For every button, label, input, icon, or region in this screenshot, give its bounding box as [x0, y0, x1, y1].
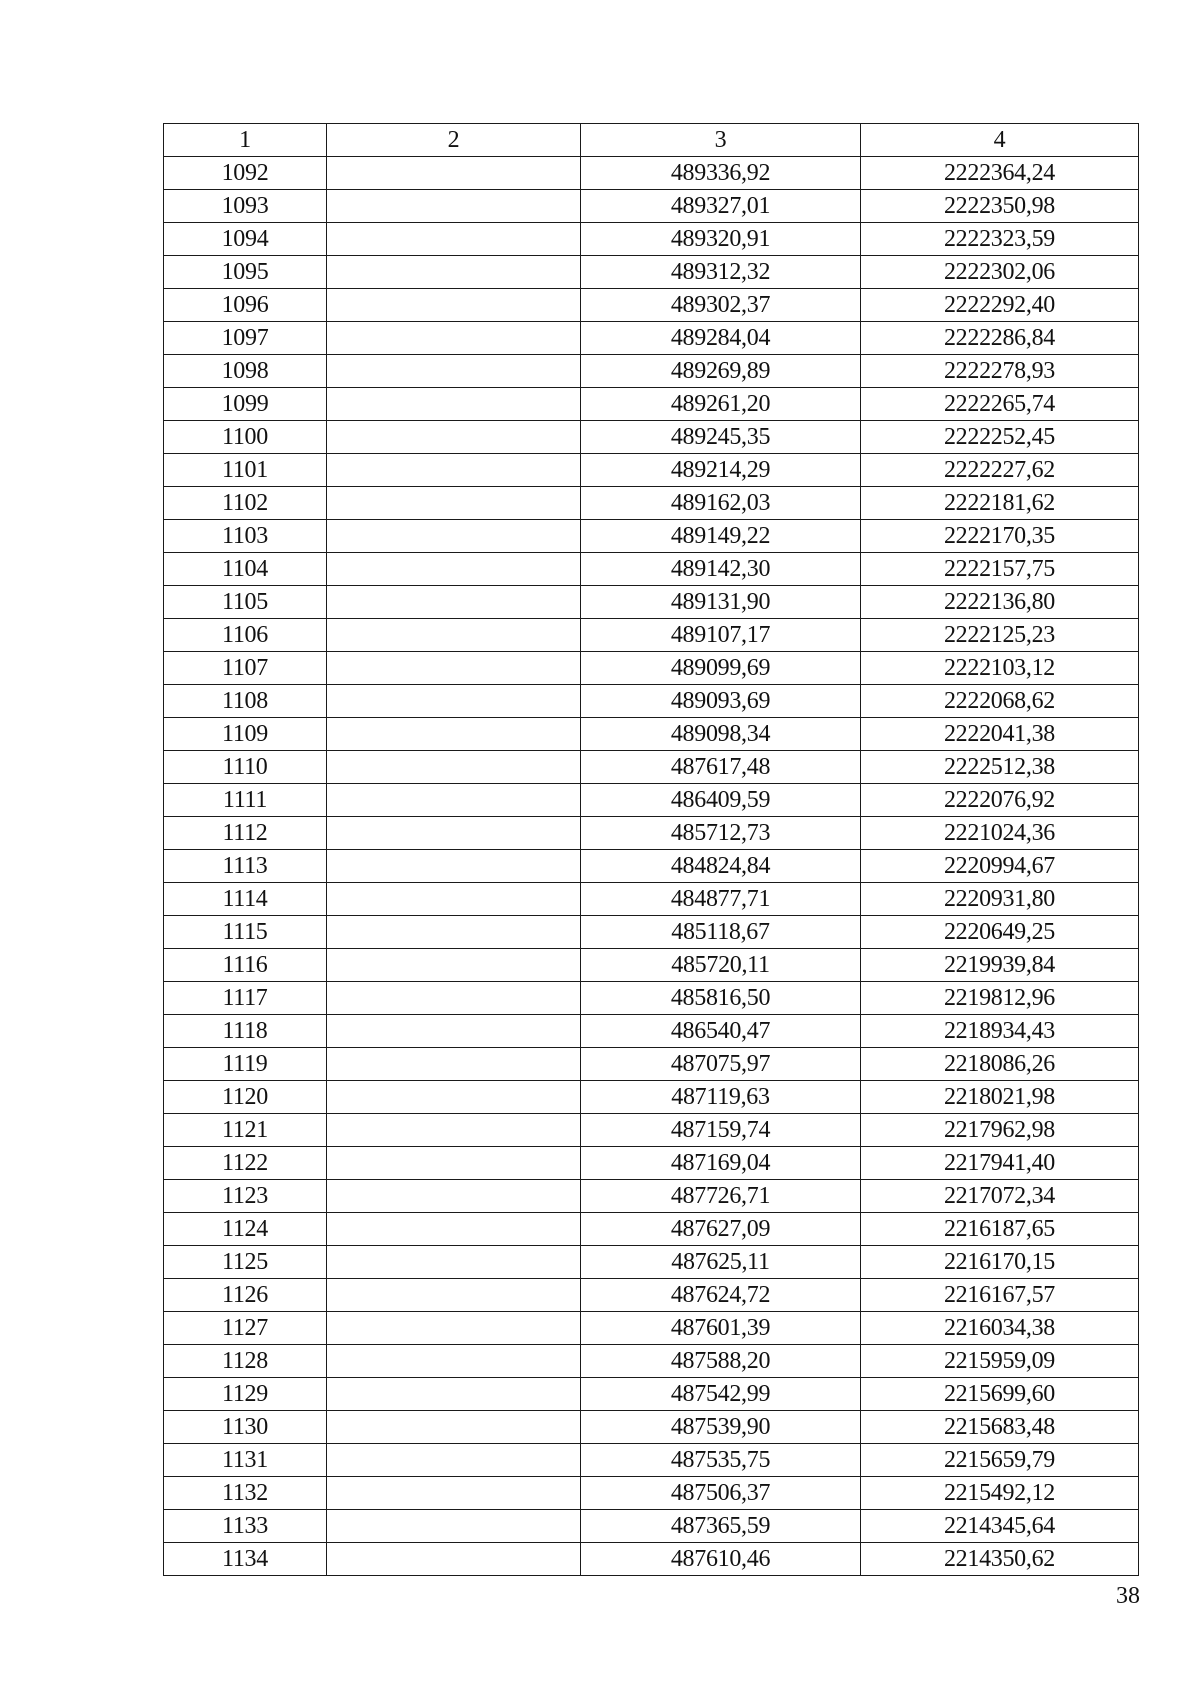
table-row	[164, 487, 1139, 520]
point-number-cell: 1106	[164, 619, 327, 652]
table-row	[164, 784, 1139, 817]
column-header-3: 3	[581, 124, 861, 157]
empty-cell	[327, 817, 581, 850]
point-number-cell: 1098	[164, 355, 327, 388]
table-row	[164, 949, 1139, 982]
x-coordinate-cell: 489327,01	[581, 190, 861, 223]
table-row	[164, 1180, 1139, 1213]
point-number-cell: 1128	[164, 1345, 327, 1378]
x-coordinate-cell: 489284,04	[581, 322, 861, 355]
y-coordinate-cell: 2215492,12	[861, 1477, 1139, 1510]
x-coordinate-cell: 487539,90	[581, 1411, 861, 1444]
x-coordinate-cell: 489093,69	[581, 685, 861, 718]
point-number-cell: 1112	[164, 817, 327, 850]
x-coordinate-cell: 489245,35	[581, 421, 861, 454]
point-number-cell: 1103	[164, 520, 327, 553]
point-number-cell: 1125	[164, 1246, 327, 1279]
point-number-cell: 1118	[164, 1015, 327, 1048]
empty-cell	[327, 586, 581, 619]
x-coordinate-cell: 489098,34	[581, 718, 861, 751]
empty-cell	[327, 454, 581, 487]
table-row	[164, 1345, 1139, 1378]
y-coordinate-cell: 2220931,80	[861, 883, 1139, 916]
x-coordinate-cell: 487726,71	[581, 1180, 861, 1213]
point-number-cell: 1107	[164, 652, 327, 685]
y-coordinate-cell: 2222323,59	[861, 223, 1139, 256]
y-coordinate-cell: 2219939,84	[861, 949, 1139, 982]
column-header-4: 4	[861, 124, 1139, 157]
point-number-cell: 1109	[164, 718, 327, 751]
x-coordinate-cell: 486409,59	[581, 784, 861, 817]
x-coordinate-cell: 489261,20	[581, 388, 861, 421]
x-coordinate-cell: 489320,91	[581, 223, 861, 256]
y-coordinate-cell: 2216170,15	[861, 1246, 1139, 1279]
empty-cell	[327, 1048, 581, 1081]
table-row	[164, 322, 1139, 355]
x-coordinate-cell: 487625,11	[581, 1246, 861, 1279]
empty-cell	[327, 157, 581, 190]
empty-cell	[327, 751, 581, 784]
empty-cell	[327, 190, 581, 223]
empty-cell	[327, 1147, 581, 1180]
table-row	[164, 256, 1139, 289]
y-coordinate-cell: 2222350,98	[861, 190, 1139, 223]
y-coordinate-cell: 2220649,25	[861, 916, 1139, 949]
y-coordinate-cell: 2215959,09	[861, 1345, 1139, 1378]
point-number-cell: 1097	[164, 322, 327, 355]
x-coordinate-cell: 489142,30	[581, 553, 861, 586]
empty-cell	[327, 1477, 581, 1510]
point-number-cell: 1123	[164, 1180, 327, 1213]
table-row	[164, 751, 1139, 784]
empty-cell	[327, 388, 581, 421]
y-coordinate-cell: 2222157,75	[861, 553, 1139, 586]
table-row	[164, 1510, 1139, 1543]
table-row	[164, 916, 1139, 949]
y-coordinate-cell: 2215699,60	[861, 1378, 1139, 1411]
x-coordinate-cell: 487535,75	[581, 1444, 861, 1477]
empty-cell	[327, 322, 581, 355]
y-coordinate-cell: 2217072,34	[861, 1180, 1139, 1213]
coordinates-table	[163, 123, 1139, 1576]
y-coordinate-cell: 2222041,38	[861, 718, 1139, 751]
table-row	[164, 1543, 1139, 1576]
table-row	[164, 1213, 1139, 1246]
y-coordinate-cell: 2222136,80	[861, 586, 1139, 619]
point-number-cell: 1121	[164, 1114, 327, 1147]
point-number-cell: 1115	[164, 916, 327, 949]
x-coordinate-cell: 487506,37	[581, 1477, 861, 1510]
point-number-cell: 1124	[164, 1213, 327, 1246]
y-coordinate-cell: 2215659,79	[861, 1444, 1139, 1477]
y-coordinate-cell: 2222286,84	[861, 322, 1139, 355]
point-number-cell: 1093	[164, 190, 327, 223]
point-number-cell: 1094	[164, 223, 327, 256]
x-coordinate-cell: 489312,32	[581, 256, 861, 289]
point-number-cell: 1092	[164, 157, 327, 190]
y-coordinate-cell: 2222252,45	[861, 421, 1139, 454]
empty-cell	[327, 982, 581, 1015]
point-number-cell: 1111	[164, 784, 327, 817]
empty-cell	[327, 1081, 581, 1114]
empty-cell	[327, 1279, 581, 1312]
point-number-cell: 1096	[164, 289, 327, 322]
point-number-cell: 1133	[164, 1510, 327, 1543]
table-row	[164, 817, 1139, 850]
point-number-cell: 1110	[164, 751, 327, 784]
y-coordinate-cell: 2222103,12	[861, 652, 1139, 685]
table-row	[164, 421, 1139, 454]
x-coordinate-cell: 487075,97	[581, 1048, 861, 1081]
empty-cell	[327, 223, 581, 256]
empty-cell	[327, 718, 581, 751]
y-coordinate-cell: 2219812,96	[861, 982, 1139, 1015]
empty-cell	[327, 883, 581, 916]
table-row	[164, 1444, 1139, 1477]
empty-cell	[327, 421, 581, 454]
table-row	[164, 1378, 1139, 1411]
point-number-cell: 1127	[164, 1312, 327, 1345]
x-coordinate-cell: 487159,74	[581, 1114, 861, 1147]
y-coordinate-cell: 2222227,62	[861, 454, 1139, 487]
table-row	[164, 1147, 1139, 1180]
table-row	[164, 1279, 1139, 1312]
empty-cell	[327, 850, 581, 883]
y-coordinate-cell: 2222364,24	[861, 157, 1139, 190]
empty-cell	[327, 784, 581, 817]
table-row	[164, 652, 1139, 685]
x-coordinate-cell: 487542,99	[581, 1378, 861, 1411]
column-header-1: 1	[164, 124, 327, 157]
y-coordinate-cell: 2222076,92	[861, 784, 1139, 817]
y-coordinate-cell: 2217962,98	[861, 1114, 1139, 1147]
table-row	[164, 1114, 1139, 1147]
x-coordinate-cell: 489162,03	[581, 487, 861, 520]
y-coordinate-cell: 2221024,36	[861, 817, 1139, 850]
table-row	[164, 685, 1139, 718]
y-coordinate-cell: 2222265,74	[861, 388, 1139, 421]
point-number-cell: 1113	[164, 850, 327, 883]
empty-cell	[327, 1015, 581, 1048]
table-row	[164, 289, 1139, 322]
point-number-cell: 1105	[164, 586, 327, 619]
x-coordinate-cell: 487601,39	[581, 1312, 861, 1345]
empty-cell	[327, 1246, 581, 1279]
y-coordinate-cell: 2220994,67	[861, 850, 1139, 883]
point-number-cell: 1114	[164, 883, 327, 916]
empty-cell	[327, 685, 581, 718]
y-coordinate-cell: 2222170,35	[861, 520, 1139, 553]
y-coordinate-cell: 2222512,38	[861, 751, 1139, 784]
table-row	[164, 520, 1139, 553]
y-coordinate-cell: 2222125,23	[861, 619, 1139, 652]
point-number-cell: 1095	[164, 256, 327, 289]
x-coordinate-cell: 487627,09	[581, 1213, 861, 1246]
y-coordinate-cell: 2218021,98	[861, 1081, 1139, 1114]
point-number-cell: 1102	[164, 487, 327, 520]
point-number-cell: 1100	[164, 421, 327, 454]
y-coordinate-cell: 2222068,62	[861, 685, 1139, 718]
x-coordinate-cell: 489336,92	[581, 157, 861, 190]
x-coordinate-cell: 484824,84	[581, 850, 861, 883]
table-row	[164, 883, 1139, 916]
table-row	[164, 1015, 1139, 1048]
point-number-cell: 1131	[164, 1444, 327, 1477]
table-row	[164, 1312, 1139, 1345]
x-coordinate-cell: 485712,73	[581, 817, 861, 850]
empty-cell	[327, 553, 581, 586]
empty-cell	[327, 916, 581, 949]
table-row	[164, 1081, 1139, 1114]
y-coordinate-cell: 2222292,40	[861, 289, 1139, 322]
point-number-cell: 1108	[164, 685, 327, 718]
table-row	[164, 1246, 1139, 1279]
empty-cell	[327, 1444, 581, 1477]
table-row	[164, 157, 1139, 190]
x-coordinate-cell: 487365,59	[581, 1510, 861, 1543]
point-number-cell: 1120	[164, 1081, 327, 1114]
x-coordinate-cell: 489131,90	[581, 586, 861, 619]
table-row	[164, 718, 1139, 751]
x-coordinate-cell: 486540,47	[581, 1015, 861, 1048]
x-coordinate-cell: 485720,11	[581, 949, 861, 982]
empty-cell	[327, 289, 581, 322]
table-row	[164, 223, 1139, 256]
empty-cell	[327, 1114, 581, 1147]
point-number-cell: 1116	[164, 949, 327, 982]
table-row	[164, 1048, 1139, 1081]
table-row	[164, 190, 1139, 223]
point-number-cell: 1122	[164, 1147, 327, 1180]
empty-cell	[327, 1510, 581, 1543]
table-header	[164, 124, 1139, 157]
table-row	[164, 586, 1139, 619]
empty-cell	[327, 1312, 581, 1345]
point-number-cell: 1129	[164, 1378, 327, 1411]
empty-cell	[327, 949, 581, 982]
empty-cell	[327, 652, 581, 685]
table-row	[164, 388, 1139, 421]
y-coordinate-cell: 2214345,64	[861, 1510, 1139, 1543]
empty-cell	[327, 1411, 581, 1444]
x-coordinate-cell: 489214,29	[581, 454, 861, 487]
y-coordinate-cell: 2215683,48	[861, 1411, 1139, 1444]
x-coordinate-cell: 489099,69	[581, 652, 861, 685]
table-row	[164, 1477, 1139, 1510]
point-number-cell: 1134	[164, 1543, 327, 1576]
y-coordinate-cell: 2222302,06	[861, 256, 1139, 289]
point-number-cell: 1117	[164, 982, 327, 1015]
y-coordinate-cell: 2222278,93	[861, 355, 1139, 388]
table-row	[164, 619, 1139, 652]
point-number-cell: 1130	[164, 1411, 327, 1444]
table-row	[164, 355, 1139, 388]
empty-cell	[327, 355, 581, 388]
empty-cell	[327, 1180, 581, 1213]
table-row	[164, 850, 1139, 883]
empty-cell	[327, 487, 581, 520]
table-row	[164, 982, 1139, 1015]
x-coordinate-cell: 487610,46	[581, 1543, 861, 1576]
point-number-cell: 1101	[164, 454, 327, 487]
y-coordinate-cell: 2222181,62	[861, 487, 1139, 520]
x-coordinate-cell: 485118,67	[581, 916, 861, 949]
y-coordinate-cell: 2218934,43	[861, 1015, 1139, 1048]
point-number-cell: 1119	[164, 1048, 327, 1081]
x-coordinate-cell: 489149,22	[581, 520, 861, 553]
x-coordinate-cell: 484877,71	[581, 883, 861, 916]
x-coordinate-cell: 485816,50	[581, 982, 861, 1015]
y-coordinate-cell: 2214350,62	[861, 1543, 1139, 1576]
empty-cell	[327, 619, 581, 652]
empty-cell	[327, 1213, 581, 1246]
point-number-cell: 1104	[164, 553, 327, 586]
x-coordinate-cell: 487624,72	[581, 1279, 861, 1312]
page-number: 38	[1116, 1583, 1140, 1609]
x-coordinate-cell: 489302,37	[581, 289, 861, 322]
x-coordinate-cell: 487169,04	[581, 1147, 861, 1180]
point-number-cell: 1126	[164, 1279, 327, 1312]
point-number-cell: 1132	[164, 1477, 327, 1510]
y-coordinate-cell: 2218086,26	[861, 1048, 1139, 1081]
empty-cell	[327, 520, 581, 553]
table-row	[164, 553, 1139, 586]
x-coordinate-cell: 487119,63	[581, 1081, 861, 1114]
table-row	[164, 454, 1139, 487]
y-coordinate-cell: 2216167,57	[861, 1279, 1139, 1312]
header-row	[164, 124, 1139, 157]
x-coordinate-cell: 489107,17	[581, 619, 861, 652]
y-coordinate-cell: 2216034,38	[861, 1312, 1139, 1345]
column-header-2: 2	[327, 124, 581, 157]
empty-cell	[327, 256, 581, 289]
point-number-cell: 1099	[164, 388, 327, 421]
empty-cell	[327, 1378, 581, 1411]
y-coordinate-cell: 2217941,40	[861, 1147, 1139, 1180]
y-coordinate-cell: 2216187,65	[861, 1213, 1139, 1246]
x-coordinate-cell: 487617,48	[581, 751, 861, 784]
empty-cell	[327, 1543, 581, 1576]
empty-cell	[327, 1345, 581, 1378]
table-row	[164, 1411, 1139, 1444]
x-coordinate-cell: 487588,20	[581, 1345, 861, 1378]
table-body	[164, 157, 1139, 1576]
x-coordinate-cell: 489269,89	[581, 355, 861, 388]
